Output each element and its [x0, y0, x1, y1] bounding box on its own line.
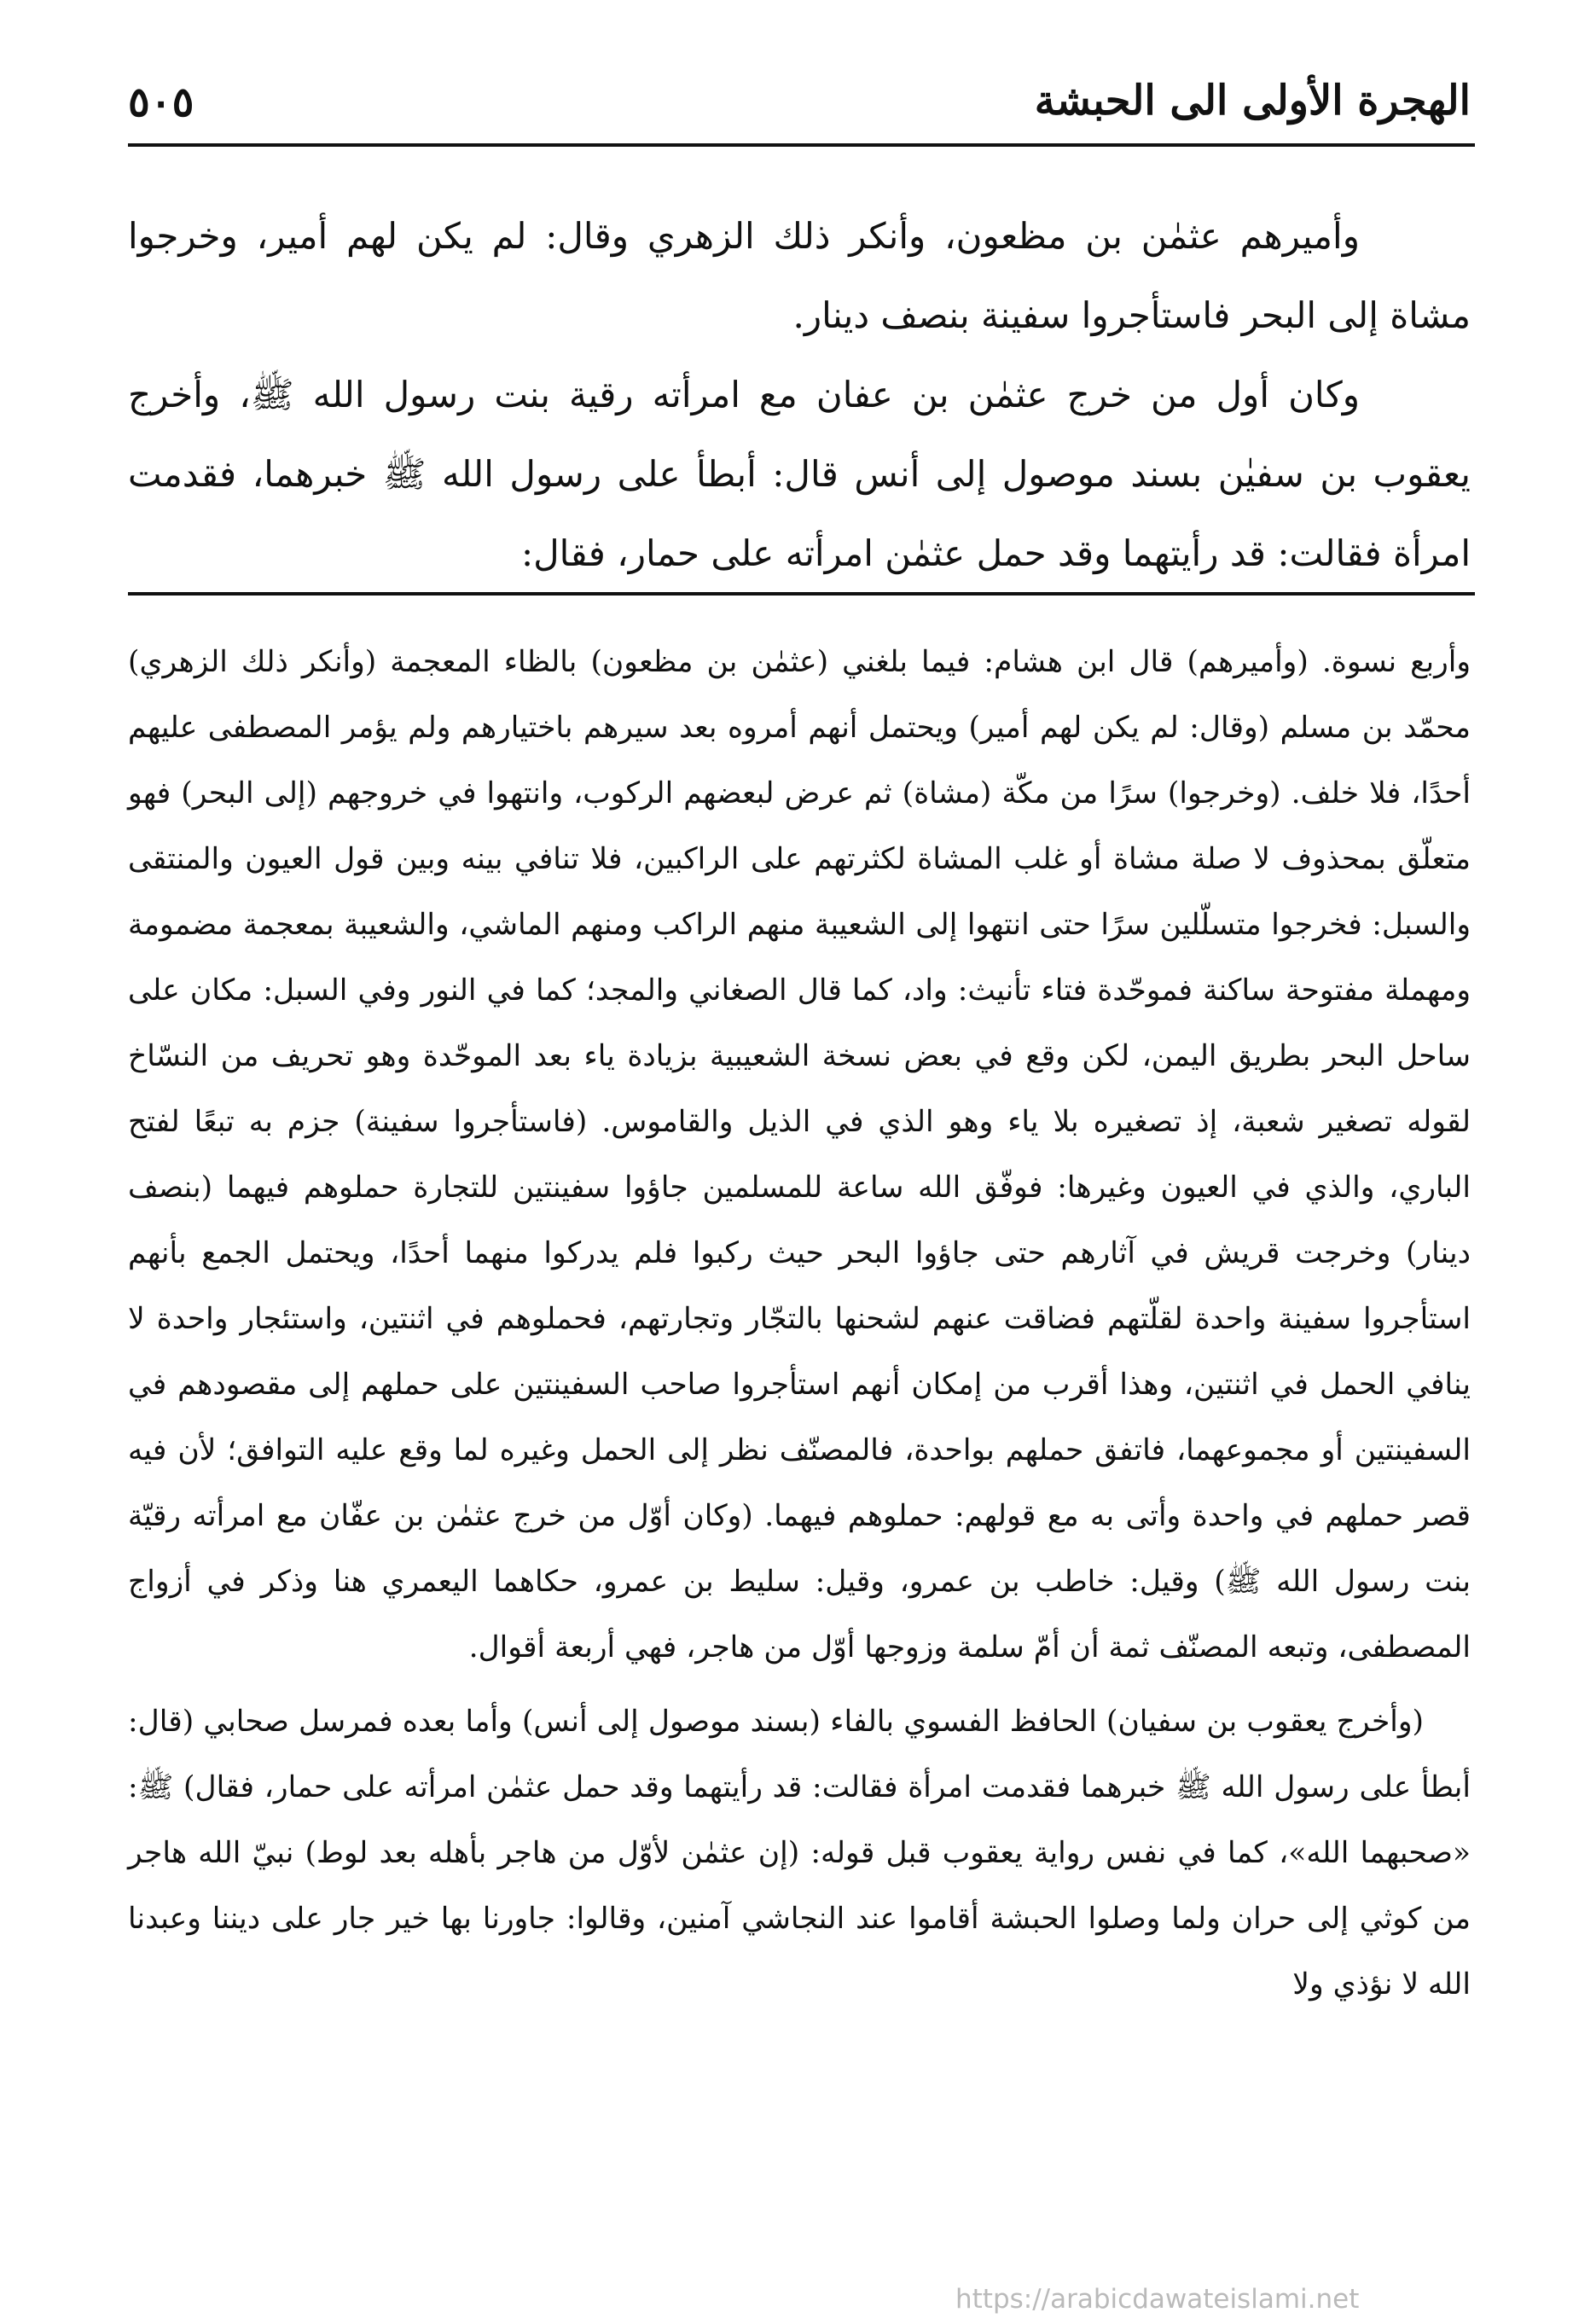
- chapter-title: الهجرة الأولى الى الحبشة: [1034, 77, 1471, 125]
- main-paragraph-1: وأميرهم عثمٰن بن مظعون، وأنكر ذلك الزهري وقال: لم يكن لهم أمير، وخرجوا مشاة إلى البحر فاستأجروا سفينة بنصف دينار.: [128, 215, 1471, 336]
- main-paragraph-2: وكان أول من خرج عثمٰن بن عفان مع امرأته رقية بنت رسول الله ﷺ، وأخرج يعقوب بن سفيٰن بسند موصول إلى أنس قال: أبطأ على رسول الله ﷺ خبرهما، فقدمت امرأة فقالت: قد رأيتهما وقد حمل عثمٰن امرأته على حمار، فقال:: [128, 374, 1471, 574]
- commentary-divider: [128, 592, 1475, 596]
- main-text: [128, 196, 1471, 593]
- commentary-paragraph-1: وأربع نسوة. (وأميرهم) قال ابن هشام: فيما بلغني (عثمٰن بن مظعون) بالظاء المعجمة (وأنكر ذلك الزهري) محمّد بن مسلم (وقال: لم يكن لهم أمير) ويحتمل أنهم أمروه بعد سيرهم باختيارهم ولم يؤمر المصطفى عليهم أحدًا، فلا خلف. (وخرجوا) سرًا من مكّة (مشاة) ثم عرض لبعضهم الركوب، وانتهوا في خروجهم (إلى البحر) فهو متعلّق بمحذوف لا صلة مشاة أو غلب المشاة لكثرتهم على الراكبين، فلا تنافي بينه وبين قول العيون والمنتقى والسبل: فخرجوا متسلّلين سرًا حتى انتهوا إلى الشعيبة منهم الراكب ومنهم الماشي، والشعيبة بمعجمة مضمومة ومهملة مفتوحة ساكنة فموحّدة فتاء تأنيث: واد، كما قال الصغاني والمجد؛ كما في النور وفي السبل: مكان على ساحل البحر بطريق اليمن، لكن وقع في بعض نسخة الشعيبية بزيادة ياء بعد الموحّدة وهو تحريف من النسّاخ لقوله تصغير شعبة، إذ تصغيره بلا ياء وهو الذي في الذيل والقاموس. (فاستأجروا سفينة) جزم به تبعًا لفتح الباري، والذي في العيون وغيرها: فوفّق الله ساعة للمسلمين جاؤوا سفينتين للتجارة حملوهم فيهما (بنصف دينار) وخرجت قريش في آثارهم حتى جاؤوا البحر حيث ركبوا فلم يدركوا منهما أحدًا، ويحتمل الجمع بأنهم استأجروا سفينة واحدة لقلّتهم فضاقت عنهم لشحنها بالتجّار وتجارتهم، فحملوهم في اثنتين، واستئجار واحدة لا ينافي الحمل في اثنتين، وهذا أقرب من إمكان أنهم استأجروا صاحب السفينتين على حملهم إلى مقصودهم في السفينتين أو مجموعهما، فاتفق حملهم بواحدة، فالمصنّف نظر إلى الحمل وغيره لما وقع عليه التوافق؛ لأن فيه قصر حملهم في واحدة وأتى به مع قولهم: حملوهم فيهما. (وكان أوّل من خرج عثمٰن بن عفّان مع امرأته رقيّة بنت رسول الله ﷺ) وقيل: خاطب بن عمرو، وقيل: سليط بن عمرو، حكاهما اليعمري هنا وذكر في أزواج المصطفى، وتبعه المصنّف ثمة أن أمّ سلمة وزوجها أوّل من هاجر، فهي أربعة أقوال.: [128, 645, 1471, 1665]
- watermark: https://arabicdawateislami.net: [955, 2284, 1360, 2315]
- commentary-text: [128, 630, 1471, 2018]
- header-divider: [128, 143, 1475, 147]
- page-header: [128, 67, 1471, 135]
- page-number: ٥٠٥: [128, 78, 194, 126]
- commentary-paragraph-2: (وأخرج يعقوب بن سفيان) الحافظ الفسوي بالفاء (بسند موصول إلى أنس) وأما بعده فمرسل صحابي (قال: أبطأ على رسول الله ﷺ خبرهما فقدمت امرأة فقالت: قد رأيتهما وقد حمل عثمٰن امرأته على حمار، فقال) ﷺ: «صحبهما الله»، كما في نفس رواية يعقوب قبل قوله: (إن عثمٰن لأوّل من هاجر بأهله بعد لوط) نبيّ الله هاجر من كوثي إلى حران ولما وصلوا الحبشة أقاموا عند النجاشي آمنين، وقالوا: جاورنا بها خير جار على ديننا وعبدنا الله لا نؤذي ولا: [128, 1705, 1471, 2002]
